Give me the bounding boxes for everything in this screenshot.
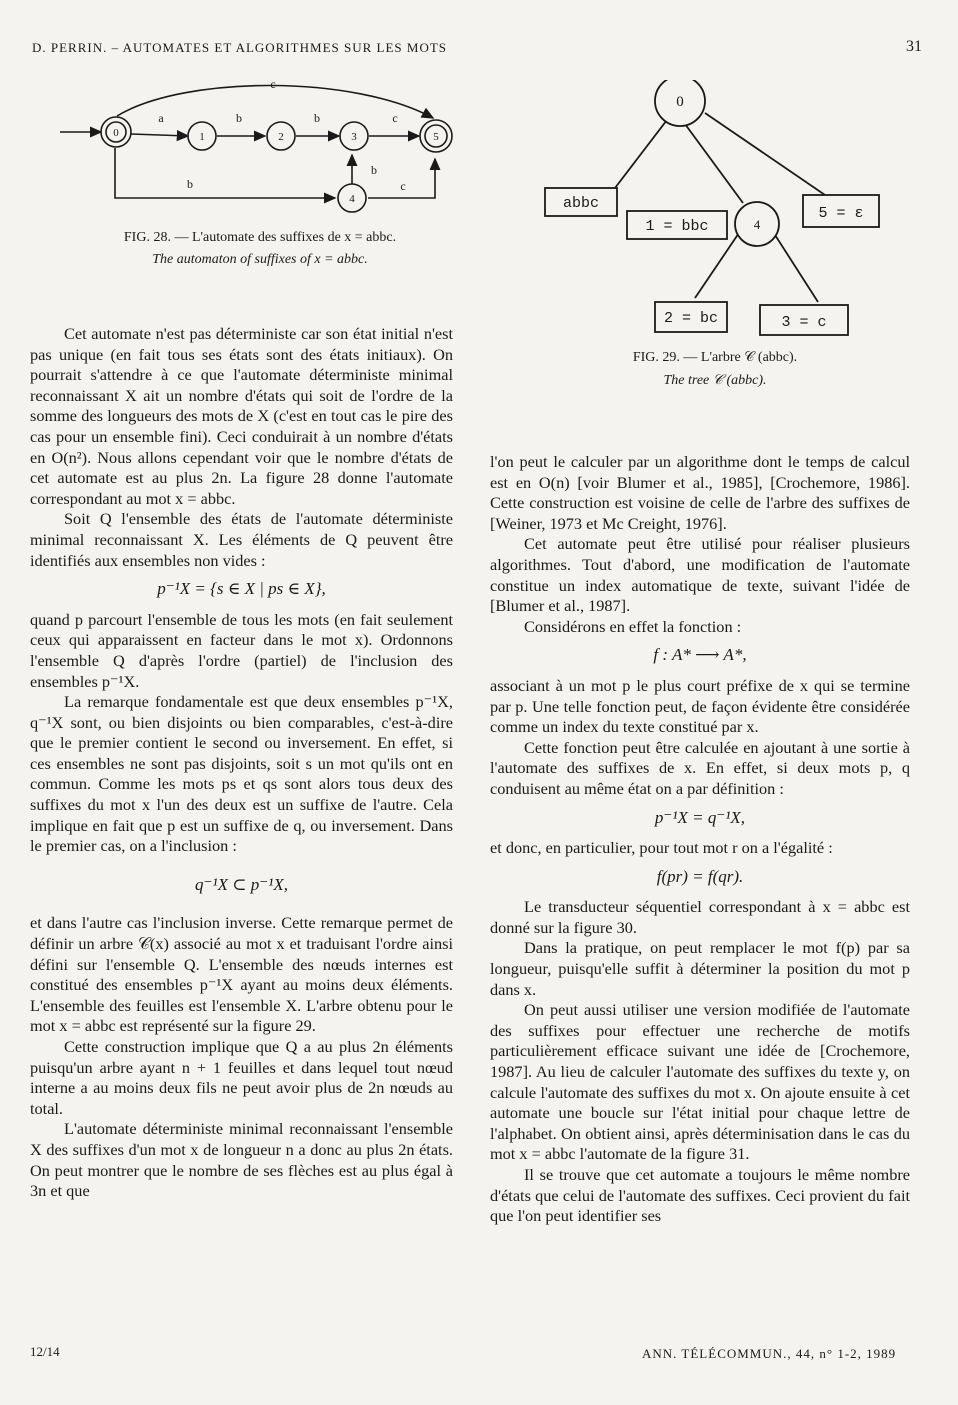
paragraph: quand p parcourt l'ensemble de tous les mots (en fait seulement ceux qui apparaissent en facteur dans le mot x). Ordonnons l'ensemble Q d'après l'ordre (partiel) de l'inclusion des ensembles p⁻¹X. <box>30 609 453 691</box>
fig29-internal: 4 <box>753 217 761 232</box>
formula: q⁻¹X ⊂ p⁻¹X, <box>195 874 288 894</box>
paragraph: Cet automate n'est pas déterministe car son état initial n'est pas unique (en fait tous ses états sont des états initiaux). On pourrait s'attendre à ce que l'automate déterministe minimal reconnaissant X ait un nombre d'états qui soit de l'ordre de la somme des longueurs des mots de X (c'est en tout cas le pire des cas pour un ensemble fini). Ceci conduirait à un nombre d'états en O(n²). Nous allons cependant voir que le nombre d'états de cet automate est au plus 2n. La figure 28 donne l'automate correspondant au mot x = abbc. <box>30 324 453 508</box>
paragraph: et dans l'autre cas l'inclusion inverse. Cette remarque permet de définir un arbre 𝒞(x) associé au mot x et traduisant l'ordre ainsi défini sur l'ensemble Q. L'ensemble des nœuds internes est constitué des ensembles p⁻¹X ayant au moins deux éléments. L'ensemble des feuilles est l'ensemble X. L'arbre obtenu pour le mot x = abbc est représenté sur la figure 29. <box>30 913 453 1036</box>
fig28-edge-label: c <box>392 111 398 125</box>
fig29-leaf: 3 = c <box>781 314 827 331</box>
fig28-caption-en: The automaton of suffixes of x = abbc. <box>152 252 368 267</box>
formula: p⁻¹X = {s ∈ X | ps ∈ X}, <box>157 579 326 599</box>
paragraph: On peut aussi utiliser une version modifiée de l'automate des suffixes pour effectuer une recherche de motifs particulièrement efficace suivant une idée de [Crochemore, 1987]. Au lieu de calculer l'automate des suffixes du texte y, on calcule l'automate des suffixes du mot x. On ajoute ensuite à cet automate une boucle sur l'état initial pour chaque lettre de l'alphabet. On obtient ainsi, après déterminisation dans le cas du mot x = abbc l'automate de la figure 31. <box>490 1000 910 1164</box>
paragraph: Dans la pratique, on peut remplacer le mot f(p) par sa longueur, puisqu'elle suffit à déterminer la position du mot p dans x. <box>490 938 910 999</box>
fig28-state-label: 4 <box>349 193 355 205</box>
right-column <box>490 452 910 1227</box>
paragraph: Soit Q l'ensemble des états de l'automate déterministe minimal reconnaissant X. Les éléments de Q peuvent être identifiés aux ensembles non vides : <box>30 509 453 570</box>
fig28-state-label: 1 <box>199 131 205 143</box>
fig28-state-label: 5 <box>433 131 439 143</box>
formula: f(pr) = f(qr). <box>656 866 744 886</box>
formula: p⁻¹X = q⁻¹X, <box>654 807 746 827</box>
fig28-edge-label: c <box>400 179 406 193</box>
fig28-edge-label: b <box>371 163 377 177</box>
fig29-root: 0 <box>676 94 684 110</box>
fig28-state-label: 0 <box>113 127 119 139</box>
paragraph: et donc, en particulier, pour tout mot r on a l'égalité : <box>490 838 833 858</box>
page-number: 31 <box>906 38 922 55</box>
fig29-leaf: 5 = ε <box>818 205 864 222</box>
fig28-edge-label: b <box>314 111 320 125</box>
paragraph: associant à un mot p le plus court préfixe de x qui se termine par p. Une telle fonction peut, de façon évidente être considérée comme un index du texte constitué par x. <box>490 675 910 737</box>
journal-reference: ANN. TÉLÉCOMMUN., 44, n° 1-2, 1989 <box>642 1346 897 1361</box>
left-column <box>30 324 453 1202</box>
formula: f : A* ⟶ A*, <box>653 645 747 665</box>
fig28-caption: FIG. 28. — L'automate des suffixes de x = abbc. <box>123 230 397 245</box>
paragraph: Cette fonction peut être calculée en ajoutant à une sortie à l'automate des suffixes de x. En effet, si deux mots p, q conduisent au même état on a par définition : <box>490 737 910 798</box>
fig28-edge-label: b <box>236 111 242 125</box>
paragraph: Le transducteur séquentiel correspondant à x = abbc est donné sur la figure 30. <box>490 897 910 937</box>
fig28-edge-label: b <box>187 177 193 191</box>
running-title: D. PERRIN. – AUTOMATES ET ALGORITHMES SUR LES MOTS <box>32 40 448 55</box>
paragraph: L'automate déterministe minimal reconnaissant l'ensemble X des suffixes d'un mot x de longueur n a donc au plus 2n états. On peut montrer que le nombre de ses flèches est au plus égal à 3n et que <box>30 1119 453 1201</box>
paragraph: Il se trouve que cet automate a toujours le même nombre d'états que celui de l'automate des suffixes. Ceci provient du fait que l'on peut identifier ses <box>490 1165 910 1226</box>
fig28-automaton <box>55 70 475 220</box>
fig29-tree <box>535 80 915 345</box>
fig29-caption: FIG. 29. — L'arbre 𝒞 (abbc). <box>632 350 798 365</box>
paragraph: La remarque fondamentale est que deux ensembles p⁻¹X, q⁻¹X sont, ou bien disjoints ou bien comparables, c'est-à-dire que le premier contient le second ou inversement. En effet, si ces ensembles ne sont pas disjoints, soit s un mot qu'ils ont en commun. Comme les mots ps et qs sont alors tous deux des suffixes du mot x l'un des deux est un suffixe de l'autre. Cela implique en fait que p est un suffixe de q, ou inversement. Dans le premier cas, on a l'inclusion : <box>30 692 453 856</box>
paragraph: Cette construction implique que Q a au plus 2n éléments puisqu'un arbre ayant n + 1 feuilles et dans lequel tout nœud interne a au moins deux fils ne peut avoir plus de 2n nœuds au total. <box>30 1037 453 1118</box>
fig29-leaf: 2 = bc <box>663 310 719 327</box>
fig29-leaf: 1 = bbc <box>645 218 709 235</box>
fig29-leaf: abbc <box>562 195 600 212</box>
fig28-state-label: 2 <box>278 131 284 143</box>
paragraph: Considérons en effet la fonction : <box>524 616 742 636</box>
paragraph: l'on peut le calculer par un algorithme dont le temps de calcul est en O(n) [voir Blumer et al., 1985], [Crochemore, 1986]. Cette construction est voisine de celle de l'arbre des suffixes de [Weiner, 1973 et Mc Creight, 1976]. <box>490 452 910 533</box>
fig28-edge-label: a <box>158 111 164 125</box>
fig28-state-label: 3 <box>351 131 357 143</box>
paragraph: Cet automate peut être utilisé pour réaliser plusieurs algorithmes. Tout d'abord, une modification de l'automate constitue un index automatique de texte, suivant l'idée de [Blumer et al., 1987]. <box>490 534 910 616</box>
fig29-caption-en: The tree 𝒞 (abbc). <box>663 373 767 388</box>
footer-left: 12/14 <box>30 1344 60 1359</box>
fig28-edge-label: c <box>270 77 276 91</box>
